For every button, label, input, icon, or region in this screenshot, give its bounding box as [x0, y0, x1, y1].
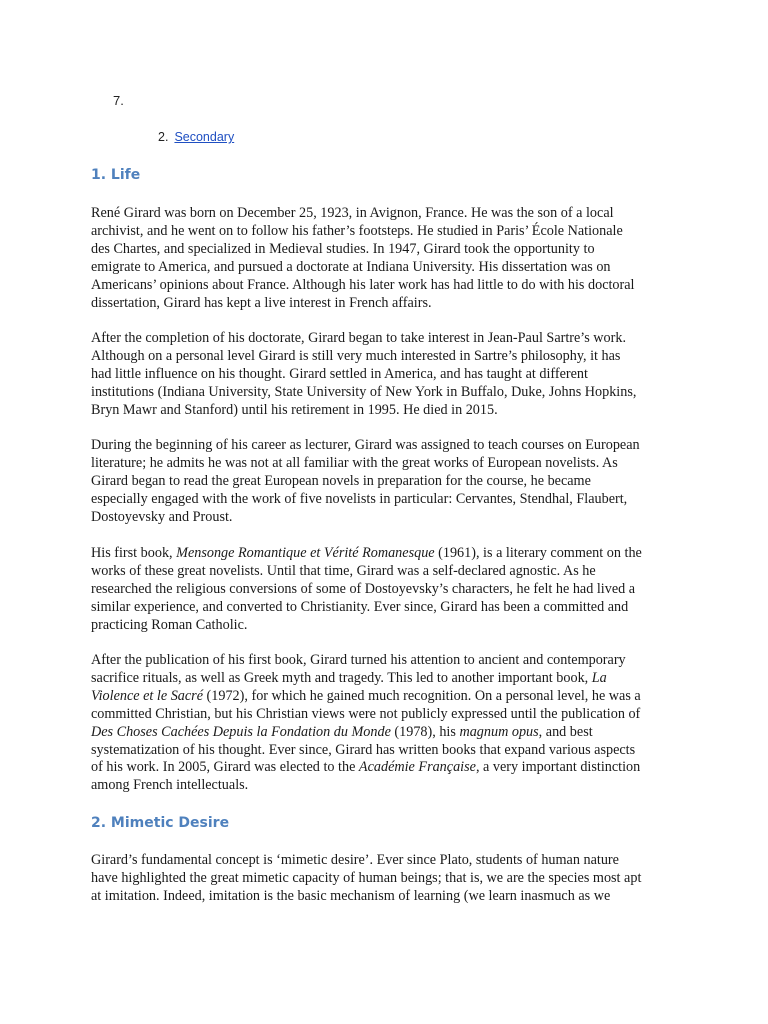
list-number: 7. — [113, 93, 124, 108]
emphasis: magnum opus — [459, 723, 539, 740]
text-line: works of these great novelists. Until that time, Girard was a self-declared agnostic. As he — [91, 562, 596, 579]
text-line: practicing Roman Catholic. — [91, 616, 248, 633]
text-line: systematization of his thought. Ever since, Girard has written books that expand various aspects — [91, 741, 636, 758]
text-line: at imitation. Indeed, imitation is the basic mechanism of learning (we learn inasmuch as we — [91, 887, 611, 904]
text-run: sacrifice rituals, as well as Greek myth and tragedy. This led to another important book, — [91, 669, 592, 686]
text-line: dissertation, Girard has kept a live interest in French affairs. — [91, 294, 432, 311]
text-line — [91, 759, 681, 777]
paragraph-life-1 — [91, 205, 681, 312]
text-line: Americans’ opinions about France. Although his later work has had little to do with his doctoral — [91, 276, 635, 293]
text-line: Girard began to read the great European novels in preparation for the course, he became — [91, 472, 591, 489]
book-title: La — [591, 669, 607, 686]
secondary-link[interactable]: Secondary — [174, 130, 235, 144]
text-line — [91, 688, 681, 706]
toc-entry — [158, 130, 234, 144]
text-line: Dostoyevsky and Proust. — [91, 508, 233, 525]
paragraph-life-5 — [91, 652, 681, 795]
text-line: especially engaged with the work of five novelists in particular: Cervantes, Stendhal, Flaubert, — [91, 490, 628, 507]
text-line: After the completion of his doctorate, Girard began to take interest in Jean-Paul Sartre’s work. — [91, 330, 627, 346]
text-line: Bryn Mawr and Stanford) until his retirement in 1995. He died in 2015. — [91, 401, 498, 418]
heading-life: 1. Life — [91, 167, 141, 183]
text-line: literature; he admits he was not at all familiar with the great works of European novelists. As — [91, 454, 618, 471]
paragraph-life-4 — [91, 545, 681, 635]
book-title: Mensonge Romantique et Vérité Romanesque — [176, 545, 435, 561]
text-line — [91, 724, 681, 742]
text-line: among French intellectuals. — [91, 777, 249, 794]
text-line: had little influence on his thought. Girard settled in America, and has taught at different — [91, 365, 588, 382]
text-line: des Chartes, and specialized in Medieval studies. In 1947, Girard took the opportunity to — [91, 240, 595, 257]
text-run: of his work. In 2005, Girard was elected to the — [91, 759, 359, 776]
text-run: (1972), for which he gained much recognition. On a personal level, he was a — [203, 687, 641, 704]
text-run: His first book, — [91, 545, 177, 561]
text-line: Although on a personal level Girard is still very much interested in Sartre’s philosophy, it has — [91, 347, 621, 364]
text-run: (1978), his — [390, 723, 460, 740]
text-run: , a very important distinction — [475, 759, 641, 776]
text-run: (1961), is a literary comment on the — [434, 545, 642, 561]
institution-name: Académie Française — [358, 759, 476, 776]
paragraph-life-3 — [91, 437, 681, 527]
text-line: René Girard was born on December 25, 1923, in Avignon, France. He was the son of a local — [91, 205, 614, 221]
paragraph-life-2 — [91, 330, 681, 420]
toc-number: 2. — [158, 130, 169, 144]
text-line: institutions (Indiana University, State University of New York in Buffalo, Duke, Johns Hopkins, — [91, 383, 637, 400]
text-line — [91, 545, 681, 563]
text-line: During the beginning of his career as lecturer, Girard was assigned to teach courses on European — [91, 437, 640, 453]
text-line: similar experience, and converted to Christianity. Ever since, Girard has been a committed and — [91, 598, 629, 615]
book-title: Violence et le Sacré — [91, 687, 203, 704]
text-line: archivist, and he went on to follow his father’s footsteps. He studied in Paris’ École Nationale — [91, 222, 623, 239]
text-line: committed Christian, but his Christian views were not publicly expressed until the publication of — [91, 705, 641, 722]
book-title: Des Choses Cachées Depuis la Fondation du Monde — [91, 723, 391, 740]
text-line: emigrate to America, and pursued a doctorate at Indiana University. His dissertation was on — [91, 258, 611, 275]
text-line: Girard’s fundamental concept is ‘mimetic desire’. Ever since Plato, students of human nature — [91, 852, 619, 868]
text-line: After the publication of his first book, Girard turned his attention to ancient and contemporary — [91, 652, 626, 668]
heading-mimetic-desire: 2. Mimetic Desire — [91, 815, 230, 831]
text-run: , and best — [538, 723, 593, 740]
paragraph-mimetic-1 — [91, 852, 681, 906]
text-line: have highlighted the great mimetic capacity of human beings; that is, we are the species most apt — [91, 869, 642, 886]
text-line — [91, 670, 681, 688]
text-line: researched the religious conversions of some of Dostoyevsky’s characters, he felt he had lived a — [91, 580, 636, 597]
